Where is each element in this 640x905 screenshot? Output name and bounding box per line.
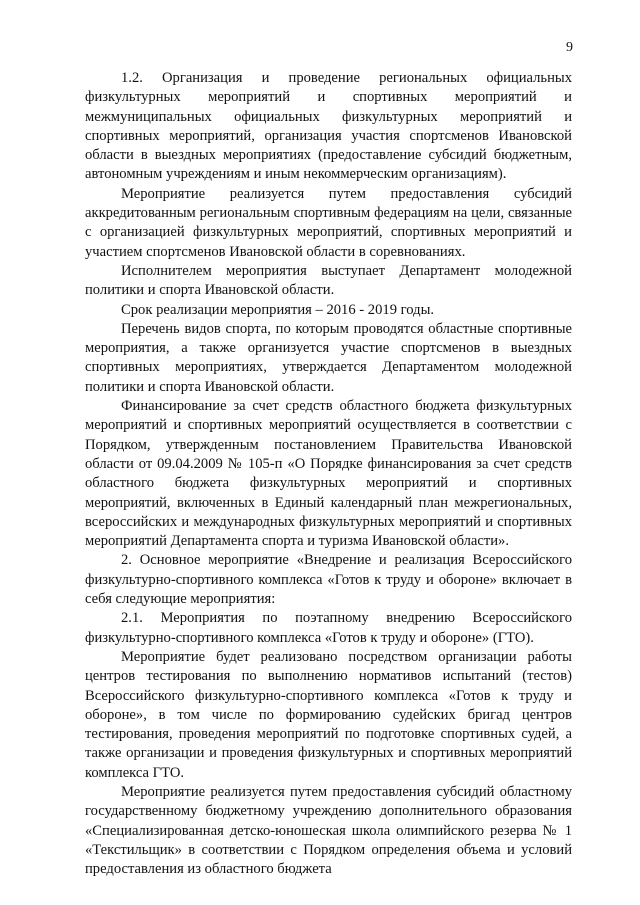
paragraph-subsidy-school: Мероприятие реализуется путем предоставления субсидий областному государственному бюджетному учреждению дополнительного образования «Специализированная детско-юношеская школа олимпийского резерва № 1 «Текстильщик» в соответствии с Порядком определения объема и условий предоставления из областного бюджета — [85, 783, 572, 878]
paragraph-sports-list: Перечень видов спорта, по которым проводятся областные спортивные мероприятия, а также организуется участие спортсменов в выездных спортивных мероприятиях, утверждается Департаментом молодежной политики и спорта Ивановской области. — [85, 320, 572, 395]
paragraph-financing: Финансирование за счет средств областного бюджета физкультурных мероприятий и спортивных мероприятий осуществляется в соответствии с Порядком, утвержденным постановлением Правительства Ивановской области от 09.04.2009 № 105-п «О Порядке финансирования за счет средств областного бюджета физкультурных мероприятий и спортивных мероприятий, включенных в Единый календарный план межрегиональных, всероссийских и международных физкультурных мероприятий и спортивных мероприятий Департамента спорта и туризма Ивановской области». — [85, 398, 572, 550]
paragraph-testing-centers: Мероприятие будет реализовано посредством организации работы центров тестирования по выполнению нормативов испытаний (тестов) Всероссийского физкультурно-спортивного комплекса «Готов к труду и обороне», в том числе по формированию судейских бригад центров тестирования, проведения мероприятий по подготовке спортивных судей, а также организации и проведения физкультурных и спортивных мероприятий комплекса ГТО. — [85, 648, 572, 781]
paragraph-main-activity-2: 2. Основное мероприятие «Внедрение и реализация Всероссийского физкультурно-спортивного комплекса «Готов к труду и обороне» включает в себя следующие мероприятия: — [85, 552, 572, 608]
paragraph-executor: Исполнителем мероприятия выступает Департамент молодежной политики и спорта Ивановской области. — [85, 262, 572, 299]
paragraph-2-1: 2.1. Мероприятия по поэтапному внедрению Всероссийского физкультурно-спортивного комплекса «Готов к труду и обороне» (ГТО). — [85, 610, 572, 646]
paragraph-1-2: 1.2. Организация и проведение региональных официальных физкультурных мероприятий и спортивных мероприятий и межмуниципальных официальных физкультурных мероприятий и спортивных мероприятий, организация участия спортсменов Ивановской области в выездных мероприятиях (предоставление субсидий бюджетным, автономным учреждениям и иным некоммерческим организациям). — [85, 70, 572, 183]
page-number: 9 — [566, 40, 573, 55]
paragraph-term: Срок реализации мероприятия – 2016 - 2019 годы. — [121, 301, 435, 318]
paragraph-subsidy-federations: Мероприятие реализуется путем предоставления субсидий аккредитованным региональным спортивным федерациям на цели, связанные с организацией физкультурных мероприятий, спортивных мероприятий и участием спортсменов Ивановской области в соревнованиях. — [85, 185, 572, 260]
document-body — [85, 69, 572, 879]
